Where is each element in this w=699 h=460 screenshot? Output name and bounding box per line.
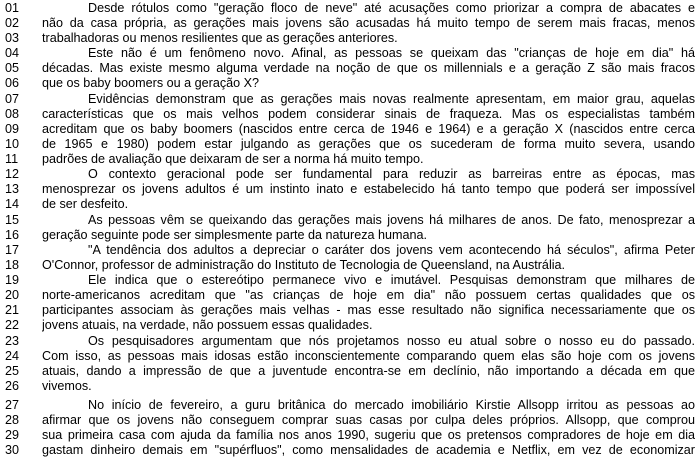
text-line [0, 413, 699, 428]
text-line [0, 398, 699, 413]
line-number: 03 [5, 31, 20, 45]
line-number: 05 [5, 61, 20, 75]
line-number: 09 [5, 122, 20, 136]
line-number: 07 [5, 92, 20, 106]
line-number: 29 [5, 428, 20, 442]
text-line [0, 152, 699, 167]
text-line [0, 122, 699, 137]
line-text: décadas. Mas existe mesmo alguma verdade na noção de que os millennials e a geração Z são mais fracos [42, 61, 695, 75]
line-text: norte-americanos acreditam que "as crianças de hoje em dia" não possuem certas qualidades que os [42, 288, 695, 302]
line-number: 20 [5, 288, 20, 302]
line-text: afirmar que os jovens não conseguem comprar suas casas por culpa deles próprios. Allsopp, que comprou [42, 413, 695, 427]
text-line [0, 137, 699, 152]
line-number: 06 [5, 76, 20, 90]
line-number: 24 [5, 349, 20, 363]
text-line [0, 334, 699, 349]
text-line [0, 228, 699, 243]
line-number: 27 [5, 398, 20, 412]
line-text: Ele indica que o estereótipo permanece vivo e imutável. Pesquisas demonstram que milhares de [88, 273, 695, 287]
line-number: 16 [5, 228, 20, 242]
line-text: sua primeira casa com ajuda da família nos anos 1990, sugeriu que os pretensos compradores de hoje em dia [42, 428, 695, 442]
text-line [0, 428, 699, 443]
line-number: 28 [5, 413, 20, 427]
line-text: As pessoas vêm se queixando das gerações mais jovens há milhares de anos. De fato, menosprezar a [88, 213, 695, 227]
line-text: Com isso, as pessoas mais idosas estão inconscientemente comparando quem elas são hoje com os jovens [42, 349, 695, 363]
line-number: 13 [5, 182, 20, 196]
line-number: 12 [5, 167, 20, 181]
line-number: 23 [5, 334, 20, 348]
line-text: vivemos. [42, 379, 92, 393]
line-number: 26 [5, 379, 20, 393]
line-text: atuais, dando a impressão de que a juventude encontra-se em declínio, não importando a década em que [42, 364, 695, 378]
line-text: trabalhadoras ou menos resilientes que as gerações anteriores. [42, 31, 398, 45]
text-line [0, 167, 699, 182]
text-line [0, 61, 699, 76]
line-text: O contexto geracional pode ser fundamental para reduzir as barreiras entre as épocas, mas [88, 167, 695, 181]
line-number: 21 [5, 303, 20, 317]
text-line [0, 213, 699, 228]
line-number: 18 [5, 258, 20, 272]
line-number: 22 [5, 318, 20, 332]
line-number: 25 [5, 364, 20, 378]
line-text: No início de fevereiro, a guru britânica do mercado imobiliário Kirstie Allsopp irritou as pessoas ao [88, 398, 695, 412]
text-line [0, 273, 699, 288]
text-line [0, 288, 699, 303]
line-number: 08 [5, 107, 20, 121]
text-line [0, 46, 699, 61]
line-number: 15 [5, 213, 20, 227]
text-line [0, 197, 699, 212]
line-text: jovens atuais, na verdade, não possuem essas qualidades. [42, 318, 373, 332]
line-text: que os baby boomers ou a geração X? [42, 76, 260, 90]
text-line [0, 31, 699, 46]
line-text: Desde rótulos como "geração floco de neve" até acusações como priorizar a compra de abacates e [88, 1, 695, 15]
text-line [0, 349, 699, 364]
text-line [0, 107, 699, 122]
line-number: 14 [5, 197, 20, 211]
line-text: gastam dinheiro demais em "supérfluos", como mensalidades de academia e Netflix, em vez de economizar [42, 443, 695, 457]
line-number: 11 [5, 152, 19, 166]
line-text: Este não é um fenômeno novo. Afinal, as pessoas se queixam das "crianças de hoje em dia" há [88, 46, 695, 60]
text-line [0, 303, 699, 318]
line-text: participantes associam às gerações mais velhas - mas esse resultado não significa necessariamente que os [42, 303, 695, 317]
text-line [0, 364, 699, 379]
text-line [0, 76, 699, 91]
line-text: padrões de avaliação que deixaram de ser a norma há muito tempo. [42, 152, 424, 166]
text-line [0, 243, 699, 258]
line-number: 17 [5, 243, 20, 257]
line-text: Evidências demonstram que as gerações mais novas realmente apresentam, em maior grau, aquelas [88, 92, 695, 106]
line-text: geração seguinte pode ser simplesmente parte da natureza humana. [42, 228, 428, 242]
line-text: características que os mais velhos podem considerar sinais de fraqueza. Mas os especialistas também [42, 107, 695, 121]
line-text: não da casa própria, as gerações mais jovens são acusadas há muito tempo de serem mais fracas, menos [42, 16, 695, 30]
text-line [0, 92, 699, 107]
line-text: menosprezar os jovens adultos é um instinto inato e estabelecido há tanto tempo que poderá ser impossível [42, 182, 695, 196]
text-line [0, 258, 699, 273]
text-line [0, 1, 699, 16]
line-text: acreditam que os baby boomers (nascidos entre cerca de 1946 e 1964) e a geração X (nascidos entre cerca [42, 122, 695, 136]
line-number: 02 [5, 16, 20, 30]
line-text: O'Connor, professor de administração do Instituto de Tecnologia de Queensland, na Austrália. [42, 258, 566, 272]
text-line [0, 379, 699, 394]
text-line [0, 318, 699, 333]
text-line [0, 16, 699, 31]
line-text: de ser desfeito. [42, 197, 129, 211]
line-number: 19 [5, 273, 20, 287]
line-text: Os pesquisadores argumentam que nós projetamos nosso eu atual sobre o nosso eu do passado. [88, 334, 695, 348]
text-line [0, 443, 699, 458]
line-number: 10 [5, 137, 20, 151]
line-number: 30 [5, 443, 20, 457]
line-text: "A tendência dos adultos a depreciar o caráter dos jovens vem acontecendo há séculos", afirma Peter [88, 243, 695, 257]
line-number: 01 [5, 1, 20, 15]
text-line [0, 182, 699, 197]
line-number: 04 [5, 46, 20, 60]
line-text: de 1965 e 1980) podem estar julgando as gerações que os sucederam de forma muito severa, usando [42, 137, 695, 151]
